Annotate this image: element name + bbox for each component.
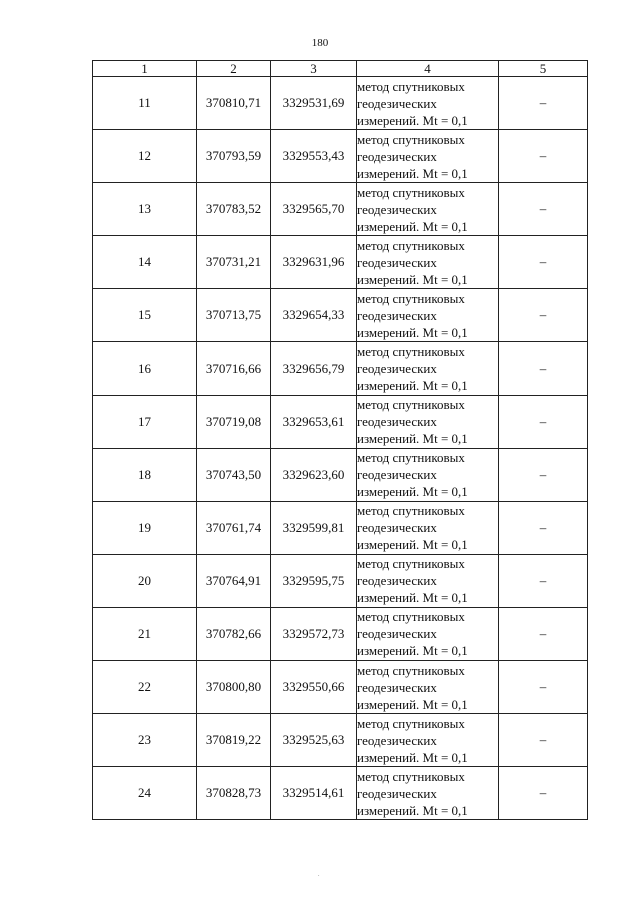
y-coordinate-cell: 3329654,33 — [271, 289, 357, 342]
x-coordinate-cell: 370761,74 — [197, 501, 271, 554]
note-cell: – — [499, 395, 588, 448]
x-coordinate-cell: 370782,66 — [197, 607, 271, 660]
x-coordinate-cell: 370731,21 — [197, 236, 271, 289]
x-coordinate-cell: 370800,80 — [197, 661, 271, 714]
x-coordinate-cell: 370713,75 — [197, 289, 271, 342]
note-cell: – — [499, 661, 588, 714]
x-coordinate-cell: 370819,22 — [197, 714, 271, 767]
note-cell: – — [499, 554, 588, 607]
method-cell: метод спутниковых геодезических измерений. Mt = 0,1 — [357, 554, 499, 607]
x-coordinate-cell: 370716,66 — [197, 342, 271, 395]
point-number-cell: 22 — [93, 661, 197, 714]
table-row — [93, 395, 588, 448]
x-coordinate-cell: 370783,52 — [197, 183, 271, 236]
method-cell: метод спутниковых геодезических измерений. Mt = 0,1 — [357, 130, 499, 183]
y-coordinate-cell: 3329572,73 — [271, 607, 357, 660]
x-coordinate-cell: 370743,50 — [197, 448, 271, 501]
method-cell: метод спутниковых геодезических измерений. Mt = 0,1 — [357, 448, 499, 501]
y-coordinate-cell: 3329653,61 — [271, 395, 357, 448]
table-row — [93, 767, 588, 820]
method-cell: метод спутниковых геодезических измерений. Mt = 0,1 — [357, 395, 499, 448]
point-number-cell: 14 — [93, 236, 197, 289]
note-cell: – — [499, 183, 588, 236]
table-row — [93, 501, 588, 554]
table-header-row — [93, 61, 588, 77]
header-col-3: 3 — [271, 61, 357, 77]
coordinates-table — [92, 60, 588, 820]
table-row — [93, 448, 588, 501]
point-number-cell: 24 — [93, 767, 197, 820]
y-coordinate-cell: 3329553,43 — [271, 130, 357, 183]
point-number-cell: 16 — [93, 342, 197, 395]
table-row — [93, 236, 588, 289]
y-coordinate-cell: 3329565,70 — [271, 183, 357, 236]
x-coordinate-cell: 370719,08 — [197, 395, 271, 448]
table-row — [93, 714, 588, 767]
point-number-cell: 13 — [93, 183, 197, 236]
method-cell: метод спутниковых геодезических измерений. Mt = 0,1 — [357, 767, 499, 820]
y-coordinate-cell: 3329514,61 — [271, 767, 357, 820]
note-cell: – — [499, 289, 588, 342]
header-col-5: 5 — [499, 61, 588, 77]
y-coordinate-cell: 3329631,96 — [271, 236, 357, 289]
method-cell: метод спутниковых геодезических измерений. Mt = 0,1 — [357, 661, 499, 714]
note-cell: – — [499, 77, 588, 130]
method-cell: метод спутниковых геодезических измерений. Mt = 0,1 — [357, 236, 499, 289]
x-coordinate-cell: 370793,59 — [197, 130, 271, 183]
table-row — [93, 183, 588, 236]
point-number-cell: 15 — [93, 289, 197, 342]
x-coordinate-cell: 370810,71 — [197, 77, 271, 130]
y-coordinate-cell: 3329525,63 — [271, 714, 357, 767]
note-cell: – — [499, 342, 588, 395]
header-col-4: 4 — [357, 61, 499, 77]
table-row — [93, 554, 588, 607]
y-coordinate-cell: 3329623,60 — [271, 448, 357, 501]
method-cell: метод спутниковых геодезических измерений. Mt = 0,1 — [357, 714, 499, 767]
point-number-cell: 12 — [93, 130, 197, 183]
point-number-cell: 21 — [93, 607, 197, 660]
x-coordinate-cell: 370764,91 — [197, 554, 271, 607]
note-cell: – — [499, 130, 588, 183]
header-col-2: 2 — [197, 61, 271, 77]
note-cell: – — [499, 607, 588, 660]
table-row — [93, 607, 588, 660]
y-coordinate-cell: 3329550,66 — [271, 661, 357, 714]
table-row — [93, 661, 588, 714]
point-number-cell: 19 — [93, 501, 197, 554]
page-number: 180 — [311, 37, 329, 49]
point-number-cell: 11 — [93, 77, 197, 130]
table-row — [93, 342, 588, 395]
table-body — [93, 77, 588, 820]
table-row — [93, 130, 588, 183]
table-row — [93, 289, 588, 342]
y-coordinate-cell: 3329656,79 — [271, 342, 357, 395]
point-number-cell: 23 — [93, 714, 197, 767]
y-coordinate-cell: 3329599,81 — [271, 501, 357, 554]
note-cell: – — [499, 448, 588, 501]
note-cell: – — [499, 714, 588, 767]
point-number-cell: 20 — [93, 554, 197, 607]
header-col-1: 1 — [93, 61, 197, 77]
method-cell: метод спутниковых геодезических измерений. Mt = 0,1 — [357, 342, 499, 395]
y-coordinate-cell: 3329531,69 — [271, 77, 357, 130]
footer-mark: . — [318, 872, 320, 878]
method-cell: метод спутниковых геодезических измерений. Mt = 0,1 — [357, 77, 499, 130]
method-cell: метод спутниковых геодезических измерений. Mt = 0,1 — [357, 183, 499, 236]
y-coordinate-cell: 3329595,75 — [271, 554, 357, 607]
x-coordinate-cell: 370828,73 — [197, 767, 271, 820]
note-cell: – — [499, 236, 588, 289]
point-number-cell: 17 — [93, 395, 197, 448]
note-cell: – — [499, 767, 588, 820]
method-cell: метод спутниковых геодезических измерений. Mt = 0,1 — [357, 289, 499, 342]
table-row — [93, 77, 588, 130]
point-number-cell: 18 — [93, 448, 197, 501]
note-cell: – — [499, 501, 588, 554]
method-cell: метод спутниковых геодезических измерений. Mt = 0,1 — [357, 607, 499, 660]
method-cell: метод спутниковых геодезических измерений. Mt = 0,1 — [357, 501, 499, 554]
